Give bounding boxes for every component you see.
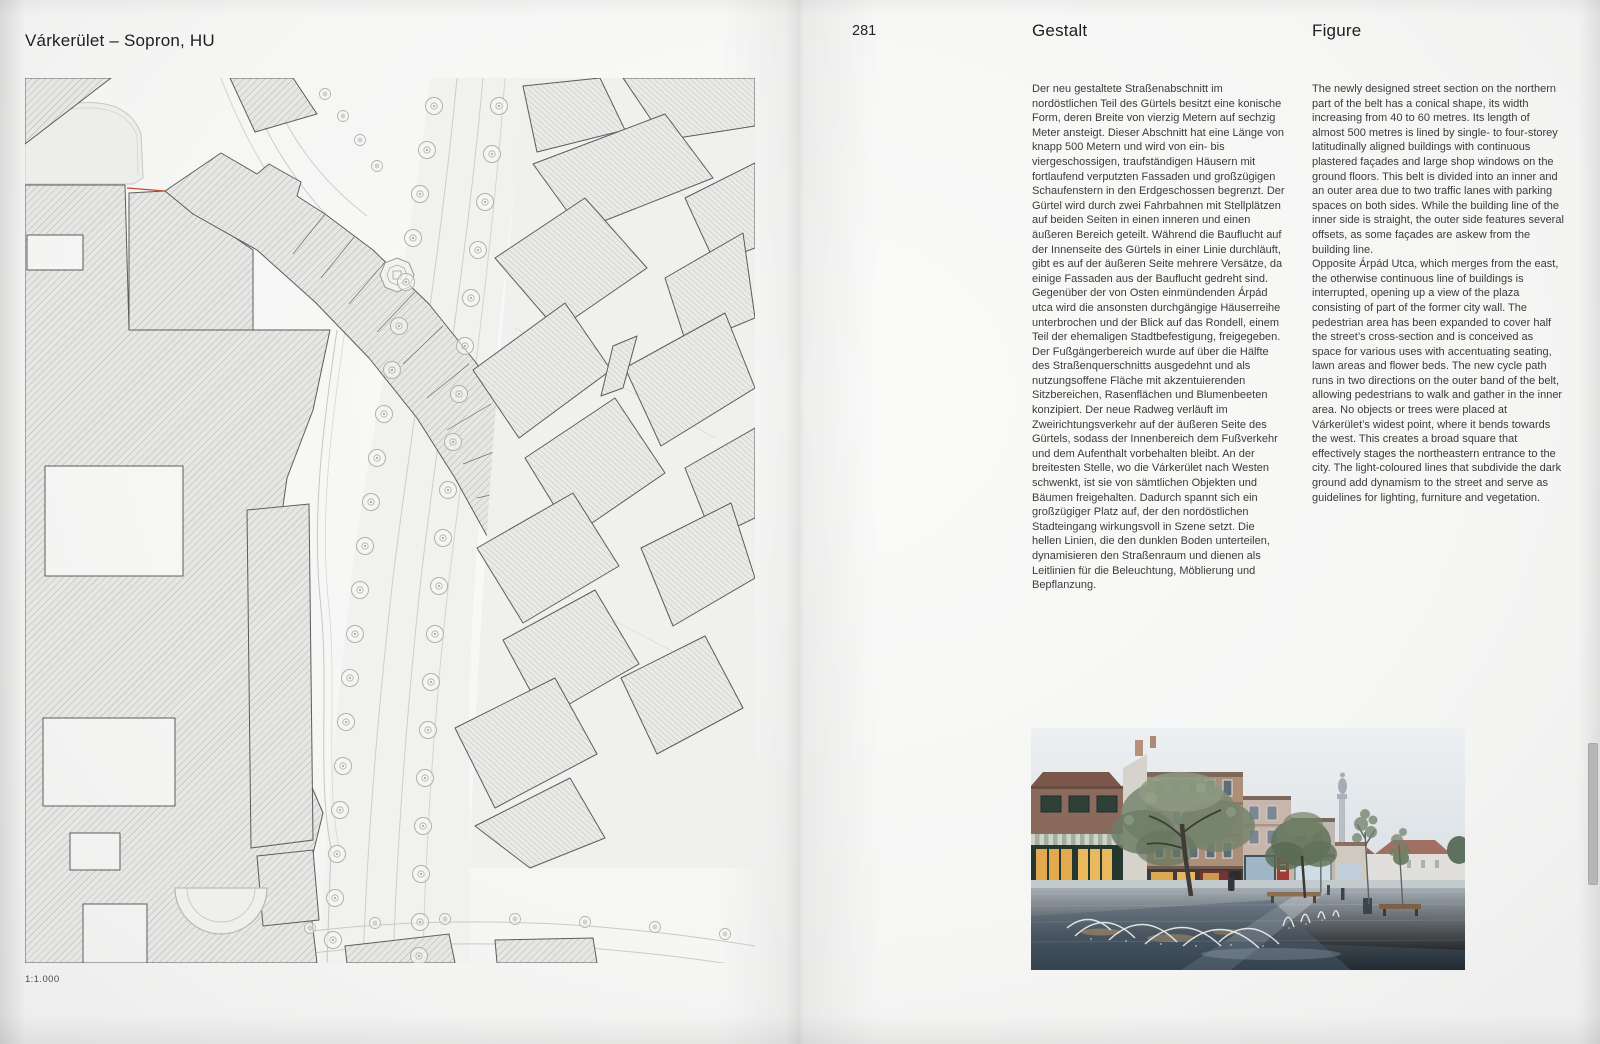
column-body-gestalt bbox=[1032, 82, 1285, 593]
column-body-figure bbox=[1312, 82, 1565, 505]
site-plan-drawing bbox=[25, 78, 755, 963]
section-line bbox=[127, 188, 165, 191]
paragraph-de-2: Gegenüber der von Osten einmündenden Árpád utca wird die ansonsten durchgängige Häuserreihe unterbrochen und der Blick auf das Rondell, einem Teil der ehemaligen Stadtbefestigung, freigegeben. Der Fußgängerbereich wurde auf über die Hälfte des Straßenquerschnitts ausgedehnt und als nutzungsoffene Fläche mit akzentuierenden Sitzbereichen, Rasenflächen und Blumenbeeten konzipiert. Der neue Radweg verläuft im Zweirichtungsverkehr auf der äußeren Seite des Gürtels, sodass der Innenbereich dem Fußverkehr und dem Aufenthalt vorbehalten bleibt. An der breitesten Stelle, wo die Várkerület nach Westen schwenkt, ist sie von sämtlichen Objekten und Bäumen freigehalten. Dadurch spannt sich ein großzügiger Platz auf, der den nordöstlichen Stadteingang wirkungsvoll in Szene setzt. Die hellen Linien, die den dunklen Boden unterteilen, dynamisieren den Straßenraum und dienen als Leitlinien für die Beleuchtung, Möblierung und Bepflanzung. bbox=[1032, 287, 1281, 592]
column-heading-figure: Figure bbox=[1312, 21, 1362, 40]
paragraph-en-2: Opposite Árpád Utca, which merges from the east, the otherwise continuous line of buildings is interrupted, opening up a view of the plaza consisting of part of the former city wall. The pedestrian area has been expanded to cover half the street’s cross-section and is conceived as space for various uses with accentuating seating, lawn areas and flower beds. The new cycle path runs in two directions on the outer band of the belt, allowing pedestrians to walk and gather in the inner area. No objects or trees were placed at Várkerület’s widest point, where it bends towards the west. This creates a broad square that effectively stages the northeastern entrance to the city. The light-coloured lines that subdivide the dark ground add dynamism to the street and serve as guidelines for lighting, furniture and vegetation. bbox=[1312, 258, 1563, 504]
photo-pavement bbox=[1031, 880, 1465, 970]
paragraph-de-1: Der neu gestaltete Straßenabschnitt im nordöstlichen Teil des Gürtels besitzt eine konische Form, deren Breite von vierzig Metern auf sechzig Meter ansteigt. Dieser Abschnitt hat eine Länge von knapp 500 Metern und wird von ein- bis viergeschossigen, traufständigen Häusern mit fortlaufend verputzten Fassaden und großzügigen Schaufenstern in den Erdgeschossen begrenzt. Der Gürtel wird durch zwei Fahrbahnen mit Stellplätzen auf beiden Seiten in einen inneren und einen äußeren Bereich geteilt. Während die Bauflucht auf der Innenseite des Gürtels in einer Linie durchläuft, gibt es auf der äußeren Seite mehrere Versätze, da einige Fassaden aus der Bauflucht gedreht sind. bbox=[1032, 83, 1285, 285]
scrollbar-thumb[interactable] bbox=[1588, 743, 1598, 885]
page-title: Várkerület – Sopron, HU bbox=[25, 31, 215, 51]
column-gestalt bbox=[1032, 21, 1285, 593]
column-heading-gestalt: Gestalt bbox=[1032, 21, 1088, 40]
page-number: 281 bbox=[852, 23, 877, 39]
scale-label: 1:1.000 bbox=[25, 974, 60, 985]
column-figure bbox=[1312, 21, 1565, 505]
paragraph-en-1: The newly designed street section on the northern part of the belt has a conical shape, its width increasing from 40 to 60 metres. Its length of almost 500 metres is lined by single- to four-storey latitudinally aligned buildings with continuous plastered façades and large shop windows on the ground floors. This belt is divided into an inner and an outer area due to two traffic lanes with parking spaces on both sides. While the building line of the inner side is straight, the outer side features several offsets, as some façades are askew from the building line. bbox=[1312, 83, 1564, 256]
photo-varkerulet-square bbox=[1031, 728, 1465, 970]
